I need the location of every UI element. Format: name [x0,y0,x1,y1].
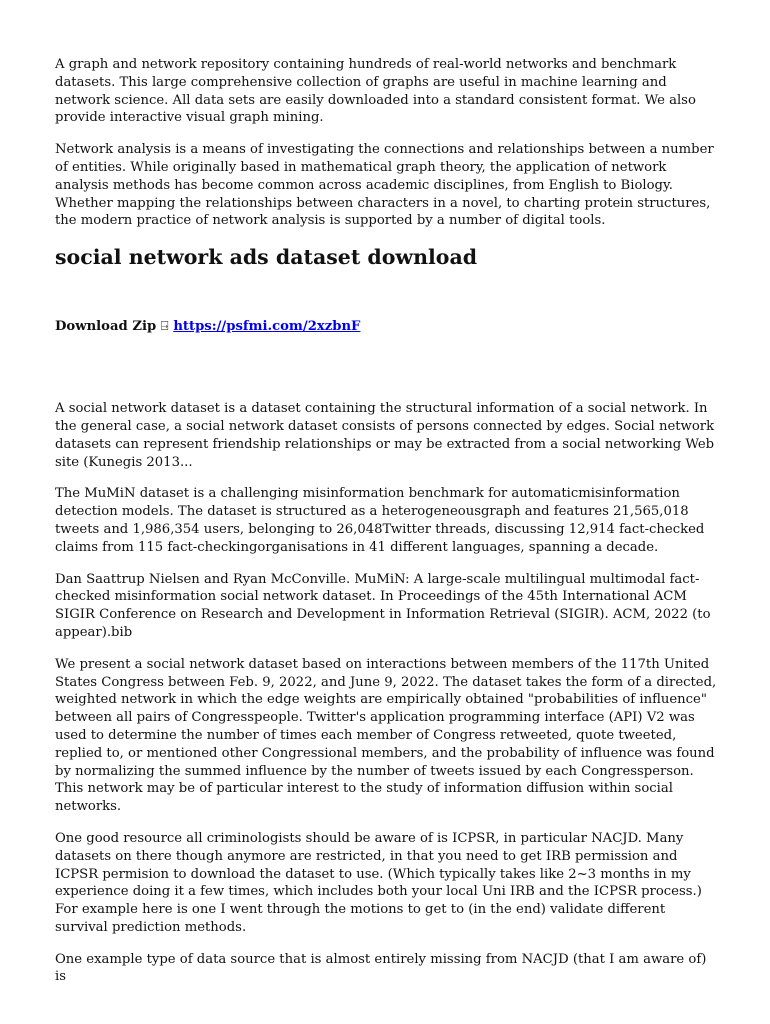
body-paragraph-3: Dan Saattrup Nielsen and Ryan McConville. MuMiN: A large-scale multilingual multimodal fact-checked misinformation social network dataset. In Proceedings of the 45th International ACM SIGIR Conference on Research and Development in Information Retrieval (SIGIR). ACM, 2022 (to appear).bib [55,571,711,640]
page-title: social network ads dataset download [55,245,478,270]
body-paragraph-5: One good resource all criminologists should be aware of is ICPSR, in particular NACJD. Many datasets on there though anymore are restricted, in that you need to get IRB permission and ICPSR permision to download the dataset to use. (Which typically takes like 2~3 months in my experience doing it a few times, which includes both your local Uni IRB and the ICPSR process.) For example here is one I went through the motions to get to (in the end) validate different survival prediction methods. [55,830,702,935]
body-paragraph-4: We present a social network dataset based on interactions between members of the 117th United States Congress between Feb. 9, 2022, and June 9, 2022. The dataset takes the form of a directed, weighted network in which the edge weights are empirically obtained "probabilities of influence" between all pairs of Congresspeople. Twitter's application programming interface (API) V2 was used to determine the number of times each member of Congress retweeted, quote tweeted, replied to, or mentioned other Congressional members, and the probability of influence was found by normalizing the summed influence by the number of tweets issued by each Congressperson. This network may be of particular interest to the study of information diffusion within social networks. [55,656,717,815]
intro-paragraph-1: A graph and network repository containing hundreds of real-world networks and benchmark datasets. This large comprehensive collection of graphs are useful in machine learning and network science. All data sets are easily downloaded into a standard consistent format. We also provide interactive visual graph mining. [55,57,696,126]
download-link[interactable]: https://psfmi.com/2xzbnF [173,319,361,335]
body-paragraph-6: One example type of data source that is almost entirely missing from NACJD (that I am aware of) is [55,951,707,985]
body-paragraph-2: The MuMiN dataset is a challenging misinformation benchmark for automaticmisinformation detection models. The dataset is structured as a heterogeneousgraph and features 21,565,018 tweets and 1,986,354 users, belonging to 26,048Twitter threads, discussing 12,914 fact-checked claims from 115 fact-checkingorganisations in 41 different languages, spanning a decade. [55,486,705,555]
intro-paragraph-2: Network analysis is a means of investigating the connections and relationships between a number of entities. While originally based in mathematical graph theory, the application of network analysis methods has become common across academic disciplines, from English to Biology. Whether mapping the relationships between characters in a novel, to charting protein structures, the modern practice of network analysis is supported by a number of digital tools. [55,142,714,229]
body-paragraph-1: A social network dataset is a dataset containing the structural information of a social network. In the general case, a social network dataset consists of persons connected by edges. Social network datasets can represent friendship relationships or may be extracted from a social networking Web site (Kunegis 2013... [55,401,715,470]
spacer [55,336,717,400]
document-page [55,56,717,1000]
download-glyph-icon: ⍈ [160,319,169,335]
download-line [55,318,717,336]
download-label: Download Zip [55,319,157,335]
